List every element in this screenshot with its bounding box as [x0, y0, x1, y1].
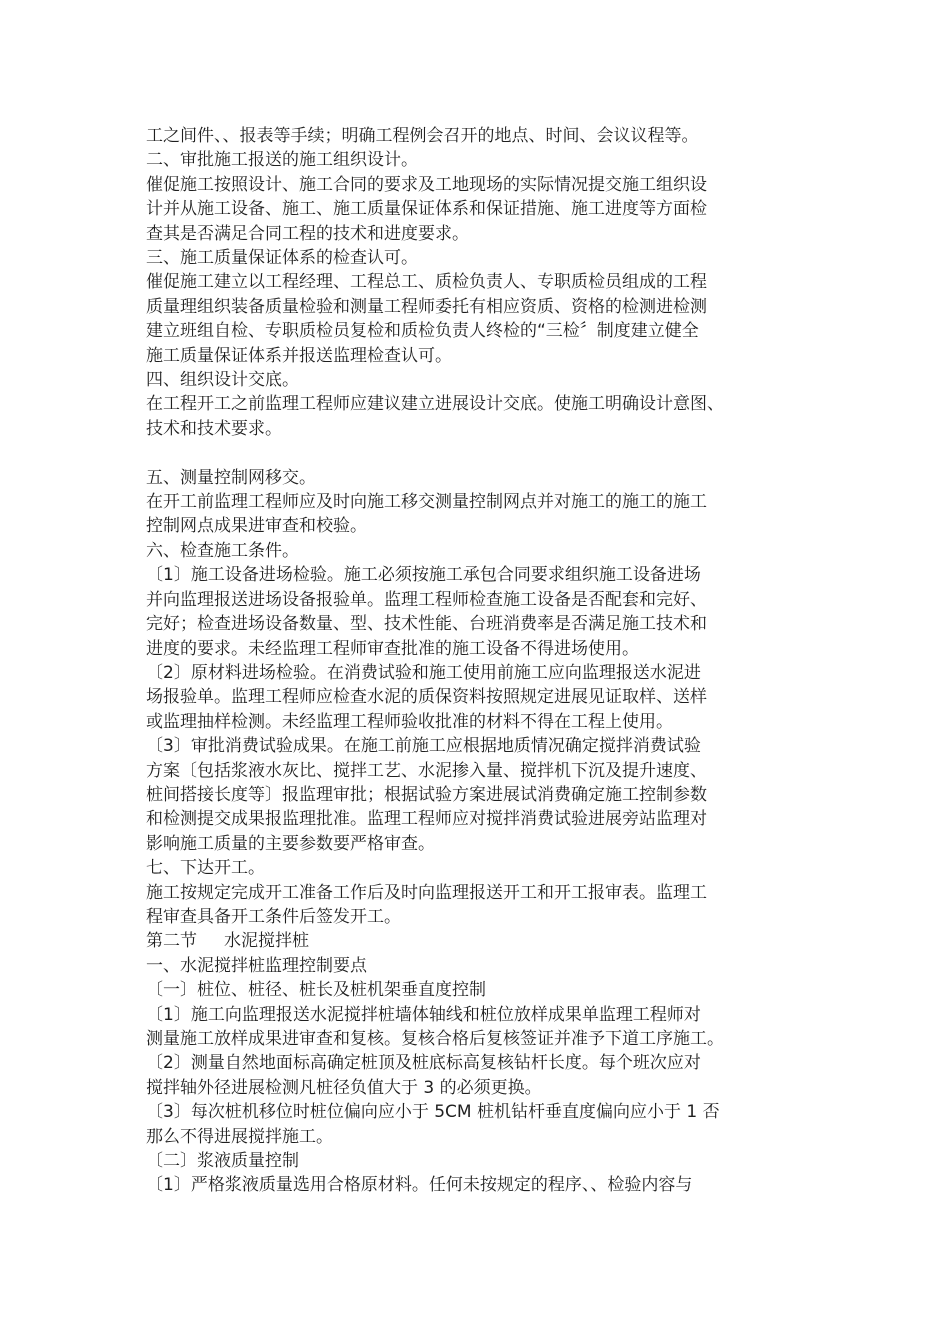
text-line: 施工按规定完成开工准备工作后及时向监理报送开工和开工报审表。监理工	[146, 882, 707, 903]
section-heading: 四、组织设计交底。	[146, 370, 299, 391]
subsection-heading: 〔二〕浆液质量控制	[146, 1151, 299, 1172]
text-line: 催促施工按照设计、施工合同的要求及工地现场的实际情况提交施工组织设	[146, 174, 707, 195]
text-line: 工之间件、、报表等手续；明确工程例会召开的地点、时间、会议议程等。	[146, 126, 699, 146]
text-line: 〔2〕原材料进场检验。在消费试验和施工使用前施工应向监理报送水泥进	[146, 662, 701, 683]
text-line: 完好；检查进场设备数量、型、技术性能、台班消费率是否满足施工技术和	[146, 614, 707, 635]
text-line: 在开工前监理工程师应及时向施工移交测量控制网点并对施工的施工的施工	[146, 492, 707, 513]
text-line: 搅拌轴外径进展检测凡桩径负值大于 3 的必须更换。	[146, 1077, 542, 1098]
text-line: 质量理组织装备质量检验和测量工程师委托有相应资质、资格的检测进检测	[146, 296, 707, 317]
section-heading: 三、施工质量保证体系的检查认可。	[146, 248, 418, 269]
text-line: 并向监理报送进场设备报验单。监理工程师检查施工设备是否配套和完好、	[146, 589, 707, 610]
text-line: 方案〔包括浆液水灰比、搅拌工艺、水泥掺入量、搅拌机下沉及提升速度、	[146, 760, 707, 781]
subsection-heading: 〔一〕桩位、桩径、桩长及桩机架垂直度控制	[146, 980, 486, 1001]
text-line: 和检测提交成果报监理批准。监理工程师应对搅拌消费试验进展旁站监理对	[146, 809, 707, 830]
text-line: 场报验单。监理工程师应检查水泥的质保资料按照规定进展见证取样、送样	[146, 687, 707, 708]
text-line: 〔1〕施工向监理报送水泥搅拌桩墙体轴线和桩位放样成果单监理工程师对	[146, 1004, 701, 1025]
text-line: 〔2〕测量自然地面标高确定桩顶及桩底标高复核钻杆长度。每个班次应对	[146, 1053, 701, 1074]
text-line: 测量施工放样成果进审查和复核。复核合格后复核签证并准予下道工序施工。	[146, 1029, 724, 1050]
text-line: 进度的要求。未经监理工程师审查批准的施工设备不得进场使用。	[146, 638, 639, 659]
text-line: 〔1〕施工设备进场检验。施工必须按施工承包合同要求组织施工设备进场	[146, 565, 701, 586]
text-line: 桩间搭接长度等〕报监理审批；根据试验方案进展试消费确定施工控制参数	[146, 784, 707, 805]
text-line: 施工质量保证体系并报送监理检查认可。	[146, 345, 452, 366]
section-heading: 七、下达开工。	[146, 858, 265, 879]
chapter-heading: 第二节 水泥搅拌桩	[146, 931, 310, 952]
text-line: 程审查具备开工条件后签发开工。	[146, 906, 401, 927]
text-line: 在工程开工之前监理工程师应建议建立进展设计交底。使施工明确设计意图、	[146, 394, 724, 415]
document-body	[146, 124, 826, 1198]
text-line: 〔3〕每次桩机移位时桩位偏向应小于 5CM 桩机钻杆垂直度偏向应小于 1 否	[146, 1102, 720, 1123]
section-heading: 六、检查施工条件。	[146, 540, 299, 561]
text-line: 技术和技术要求。	[146, 418, 282, 439]
text-line: 建立班组自检、专职质检员复检和质检负责人终检的“三检〞制度建立健全	[146, 321, 699, 342]
text-line: 催促施工建立以工程经理、工程总工、质检负责人、专职质检员组成的工程	[146, 272, 707, 293]
section-heading: 二、审批施工报送的施工组织设计。	[146, 150, 418, 171]
section-heading: 一、水泥搅拌桩监理控制要点	[146, 955, 367, 976]
text-line: 或监理抽样检测。未经监理工程师验收批准的材料不得在工程上使用。	[146, 711, 673, 732]
text-line: 〔3〕审批消费试验成果。在施工前施工应根据地质情况确定搅拌消费试验	[146, 736, 701, 757]
text-line: 计并从施工设备、施工、施工质量保证体系和保证措施、施工进度等方面检	[146, 199, 707, 220]
text-line: 查其是否满足合同工程的技术和进度要求。	[146, 223, 469, 244]
section-heading: 五、测量控制网移交。	[146, 467, 316, 488]
text-line: 那么不得进展搅拌施工。	[146, 1126, 333, 1147]
text-line: 控制网点成果进审查和校验。	[146, 516, 367, 537]
text-line: 〔1〕严格浆液质量选用合格原材料。任何未按规定的程序、、检验内容与	[146, 1175, 693, 1196]
text-line: 影响施工质量的主要参数要严格审查。	[146, 833, 435, 854]
blank-line	[146, 441, 826, 465]
